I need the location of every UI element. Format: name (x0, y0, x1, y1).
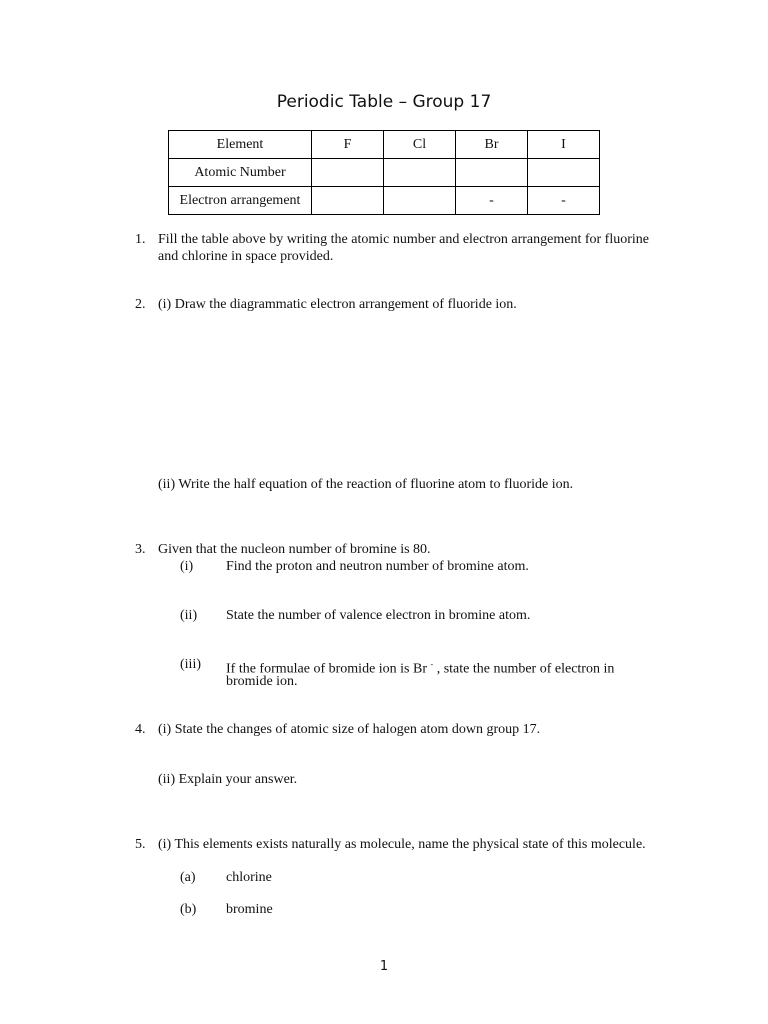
question-number: 3. (135, 542, 146, 557)
group17-table (168, 130, 600, 215)
table-header-cell: Cl (384, 131, 456, 159)
sub-question-text: bromine (226, 902, 273, 917)
table-cell (456, 159, 528, 187)
table-cell (528, 159, 600, 187)
question-text: Given that the nucleon number of bromine is 80. (158, 542, 431, 557)
table-cell (384, 159, 456, 187)
table-row (169, 187, 600, 215)
charge-superscript: - (430, 660, 434, 669)
table-header-cell: F (312, 131, 384, 159)
question-text: and chlorine in space provided. (158, 249, 334, 264)
table-cell (312, 187, 384, 215)
sub-question-text: Find the proton and neutron number of bromine atom. (226, 559, 529, 574)
table-cell (384, 187, 456, 215)
table-header-cell: Element (169, 131, 312, 159)
question-part: (i) This elements exists naturally as molecule, name the physical state of this molecule. (158, 837, 646, 852)
sub-question-label: (iii) (180, 657, 201, 672)
table-header-cell: I (528, 131, 600, 159)
sub-question-text: chlorine (226, 870, 272, 885)
question-part: (i) State the changes of atomic size of halogen atom down group 17. (158, 722, 541, 737)
page-title: Periodic Table – Group 17 (276, 92, 492, 112)
table-header-cell: Br (456, 131, 528, 159)
table-row-label: Atomic Number (169, 159, 312, 187)
question-part: (i) Draw the diagrammatic electron arrangement of fluoride ion. (158, 297, 517, 312)
question-number: 1. (135, 232, 146, 247)
table-cell: - (528, 187, 600, 215)
page-number: 1 (379, 959, 389, 974)
question-number: 2. (135, 297, 146, 312)
sub-question-text: State the number of valence electron in bromine atom. (226, 608, 531, 623)
sub-question-label: (a) (180, 870, 196, 885)
table-row-label: Electron arrangement (169, 187, 312, 215)
sub-question-text-b: , state the number of electron in (436, 661, 615, 677)
question-number: 4. (135, 722, 146, 737)
sub-question-text-a: If the formulae of bromide ion is Br (226, 661, 428, 677)
sub-question-label: (i) (180, 559, 194, 574)
question-text: Fill the table above by writing the atomic number and electron arrangement for fluorine (158, 232, 649, 247)
question-number: 5. (135, 837, 146, 852)
sub-question-label: (ii) (180, 608, 198, 623)
sub-question-text: bromide ion. (226, 674, 298, 689)
table-row (169, 159, 600, 187)
table-header-row (169, 131, 600, 159)
sub-question-label: (b) (180, 902, 197, 917)
question-part: (ii) Explain your answer. (158, 772, 298, 787)
question-part: (ii) Write the half equation of the reaction of fluorine atom to fluoride ion. (158, 477, 574, 492)
table-cell (312, 159, 384, 187)
table-cell: - (456, 187, 528, 215)
